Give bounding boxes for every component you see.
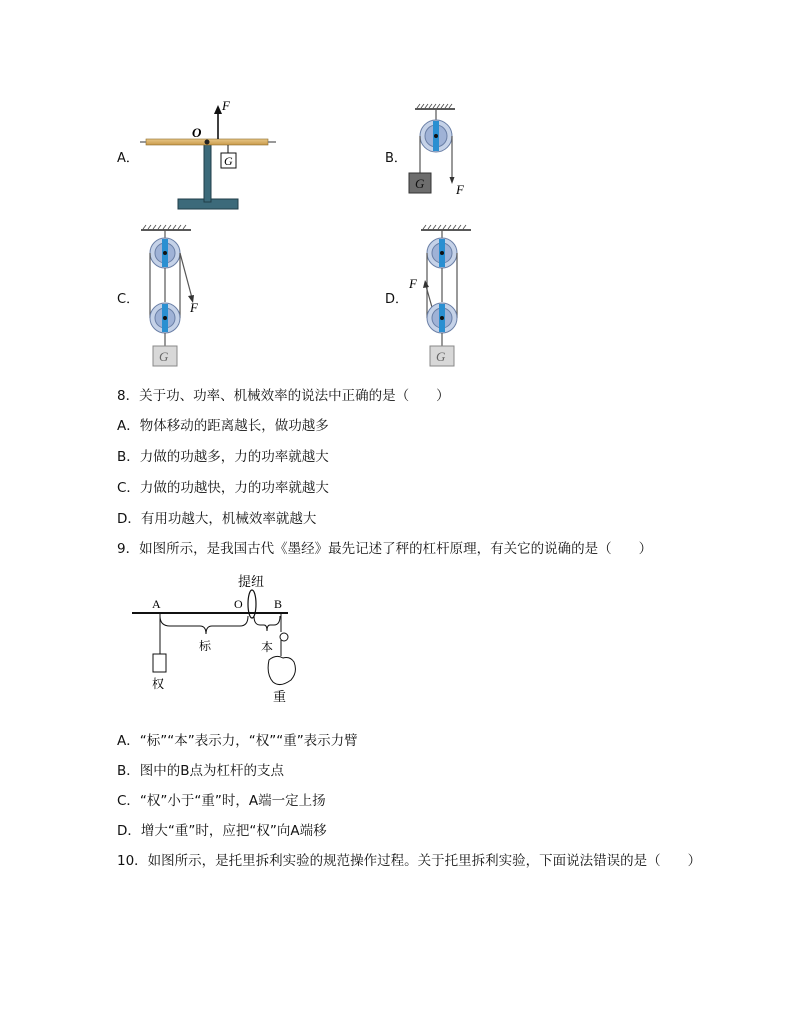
force-arrow (423, 280, 429, 288)
option-c-label: C． (117, 292, 140, 307)
force-label: F (190, 300, 198, 315)
force-label: F (409, 276, 417, 291)
q10-stem: 10．如图所示，是托里拆利实验的规范操作过程。关于托里拆利实验，下面说法错误的是（ ） (117, 853, 702, 869)
figure-d-pulley-block (405, 220, 485, 370)
q9-option-c: C．“权”小于“重”时，A端一定上扬 (117, 793, 326, 809)
weight-label: G (224, 154, 233, 168)
q8-stem: 8．关于功、功率、机械效率的说法中正确的是（ ） (117, 388, 450, 404)
q9-option-d: D．增大“重”时，应把“权”向A端移 (117, 823, 327, 839)
figure-c-pulley-block (135, 220, 215, 370)
ben-brace (254, 616, 280, 631)
q8-option-a: A．物体移动的距离越长，做功越多 (117, 418, 329, 434)
q9-option-a: A．“标”“本”表示力，“权”“重”表示力臂 (117, 733, 358, 749)
lifting-rope-label: 提纽 (238, 574, 265, 589)
figure-steelyard (128, 570, 298, 710)
q8-option-d: D．有用功越大，机械效率就越大 (117, 511, 317, 527)
biao-label: 标 (199, 639, 212, 653)
figure-b-fixed-pulley (400, 100, 480, 200)
q9-option-b: B．图中的B点为杠杆的支点 (117, 763, 285, 779)
weight-label: G (415, 176, 425, 191)
force-label: F (222, 98, 230, 113)
option-a-label: A． (117, 151, 139, 166)
force-label: F (456, 182, 464, 197)
stand-post (204, 142, 211, 202)
q8-option-c: C．力做的功越快，力的功率就越大 (117, 480, 329, 496)
option-d-label: D． (385, 292, 409, 307)
ben-label: 本 (261, 640, 274, 654)
quan-label: 权 (152, 677, 165, 691)
force-arrow (214, 105, 222, 114)
pivot-label: O (192, 125, 202, 140)
point-b-label: B (274, 597, 283, 611)
force-arrow (450, 177, 455, 184)
point-o-label: O (234, 597, 243, 611)
option-b-label: B． (385, 151, 407, 166)
pivot-point (205, 140, 210, 145)
zhong-label: 重 (273, 689, 287, 704)
biao-brace (160, 616, 248, 634)
q9-stem: 9．如图所示，是我国古代《墨经》最先记述了秤的杠杆原理，有关它的说确的是（ ） (117, 541, 653, 557)
point-a-label: A (152, 597, 161, 611)
q8-option-b: B．力做的功越多，力的功率就越大 (117, 449, 329, 465)
quan-weight (153, 654, 166, 672)
figure-a-lever (140, 95, 280, 215)
zhong-object (268, 656, 295, 684)
weight-label: G (436, 349, 446, 364)
weight-label: G (159, 349, 169, 364)
